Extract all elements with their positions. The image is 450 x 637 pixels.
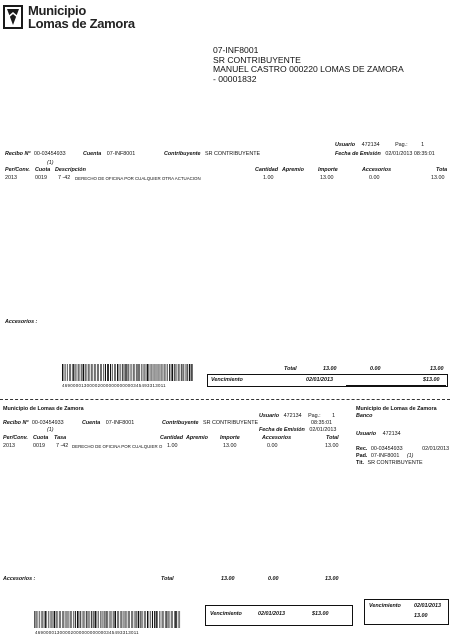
pag-value: 1	[421, 142, 425, 148]
stub-cuenta-value: 07-INF8001	[105, 420, 135, 426]
col-apremio: Apremio	[282, 167, 304, 173]
bank-pad-mark: (1)	[406, 453, 414, 459]
stub-col-cuota: Cuota	[33, 435, 49, 441]
row-per: 2013	[5, 175, 17, 181]
address-block	[213, 46, 404, 84]
row-importe: 13.00	[320, 175, 334, 181]
total-accesorios: 0.00	[370, 366, 381, 372]
stub-total-label: Total	[161, 576, 174, 582]
logo-line-2: Lomas de Zamora	[28, 16, 135, 31]
stub-row-code: 7 -42	[56, 443, 69, 449]
bank-rec-value: 00-03454933	[370, 446, 403, 452]
vencimiento-amount-lower: $13.00	[312, 611, 329, 617]
address-line-4: - 00001832	[213, 73, 257, 84]
address-line-2: SR CONTRIBUYENTE	[213, 54, 301, 65]
contribuyente-value: SR CONTRIBUYENTE	[205, 151, 261, 157]
stub-footnote-mark: (1)	[47, 427, 54, 433]
stub-recibo-value: 00-03454933	[31, 420, 64, 426]
row-code: 7 -42	[58, 175, 71, 181]
stub-row-cuota: 0019	[33, 443, 45, 449]
stub-total-importe: 13.00	[221, 576, 235, 582]
total-total: 13.00	[430, 366, 444, 372]
bank-usuario-label: Usuario	[356, 431, 377, 437]
vencimiento-label-lower: Vencimiento	[210, 611, 242, 617]
recibo-label: Recibo Nº	[5, 151, 31, 157]
stub-row-accesorios: 0.00	[267, 443, 278, 449]
row-descripcion: DERECHO DE OFICINA POR CUALQUIER OTRA ACTUACION	[75, 176, 201, 181]
bank-tit-label: Tit.	[356, 460, 364, 466]
col-descripcion: Descripción	[55, 167, 86, 173]
barcode-lower-icon	[30, 611, 185, 628]
stub-fecha-value: 02/01/2013	[309, 427, 337, 433]
stub-col-cantidad: Cantidad	[160, 435, 184, 441]
accesorios-label: Accesorios :	[5, 319, 38, 325]
col-cuota: Cuota	[35, 167, 51, 173]
stub-usuario-row	[259, 413, 335, 419]
row-accesorios: 0.00	[369, 175, 380, 181]
row-cantidad: 1.00	[263, 175, 274, 181]
col-cantidad: Cantidad	[255, 167, 279, 173]
total-importe: 13.00	[323, 366, 337, 372]
recibo-value: 00-03454933	[33, 151, 66, 157]
stub-col-total: Total	[326, 435, 339, 441]
row-total: 13.00	[431, 175, 445, 181]
stub-usuario-label: Usuario	[259, 413, 280, 419]
stub-recibo-label: Recibo Nº	[3, 420, 29, 426]
stub-cuenta-row	[82, 420, 134, 426]
bank-usuario-row	[356, 431, 401, 437]
barcode-upper-icon	[62, 364, 194, 381]
stub-total-accesorios: 0.00	[268, 576, 279, 582]
stub-row-total: 13.00	[325, 443, 339, 449]
bank-pad-row	[356, 453, 413, 459]
bank-pad-label: Pad.	[356, 453, 368, 459]
contribuyente-row	[164, 151, 260, 157]
cuenta-label: Cuenta	[83, 151, 102, 157]
vencimiento-label-bank: Vencimiento	[369, 603, 401, 609]
stub-fecha-row	[259, 427, 336, 433]
stub-row-per: 2013	[3, 443, 15, 449]
fecha-row	[335, 151, 435, 157]
bank-rec-row	[356, 446, 449, 452]
stub-col-perconv: Per/Conv.	[3, 435, 28, 441]
stub-title: Municipio de Lomas de Zamora	[3, 406, 84, 412]
stub-col-apremio: Apremio	[186, 435, 208, 441]
stub-contribuyente-label: Contribuyente	[162, 420, 199, 426]
stub-pag-value: 1	[332, 413, 336, 419]
stub-hora: 08:35:01	[311, 420, 332, 426]
bank-rec-date: 02/01/2013	[422, 446, 450, 452]
address-line-3: MANUEL CASTRO 000220 LOMAS DE ZAMORA	[213, 64, 404, 75]
col-perconv: Per/Conv.	[5, 167, 30, 173]
bank-usuario-value: 472134	[382, 431, 401, 437]
stub-usuario-value: 472134	[283, 413, 302, 419]
stub-pag-label: Pag.:	[308, 413, 321, 419]
vencimiento-amount-upper: $13.00	[423, 377, 440, 383]
vencimiento-date-bank: 02/01/2013	[414, 603, 441, 609]
stub-cuenta-label: Cuenta	[82, 420, 101, 426]
cut-line	[0, 399, 450, 400]
stub-row-cantidad: 1.00	[167, 443, 178, 449]
recibo-row	[5, 151, 66, 157]
address-line-1: 07-INF8001	[213, 45, 259, 55]
fecha-value: 02/01/2013 08:35:01	[385, 151, 435, 157]
stub-row-descripcion: DERECHO DE OFICINA POR CUALQUIER O	[72, 444, 163, 449]
vencimiento-date-upper: 02/01/2013	[306, 377, 333, 383]
logo-emblem-icon	[3, 5, 23, 29]
col-accesorios: Accesorios	[362, 167, 392, 173]
bank-tit-row	[356, 460, 423, 466]
vencimiento-label-upper: Vencimiento	[211, 377, 243, 383]
bank-title	[356, 406, 437, 420]
total-label: Total	[284, 366, 297, 372]
divider-line	[346, 385, 446, 386]
usuario-value: 472134	[361, 142, 380, 148]
vencimiento-date-lower: 02/01/2013	[258, 611, 285, 617]
cuenta-row	[83, 151, 135, 157]
stub-col-accesorios: Accesorios	[262, 435, 292, 441]
logo-line-1: Municipio	[28, 3, 86, 18]
bank-title-line-1: Municipio de Lomas de Zamora	[356, 406, 437, 412]
footnote-mark: (1)	[47, 160, 54, 166]
stub-contribuyente-value: SR CONTRIBUYENTE	[203, 420, 259, 426]
bank-pad-value: 07-INF8001	[370, 453, 400, 459]
stub-total-total: 13.00	[325, 576, 339, 582]
stub-fecha-label: Fecha de Emisión	[259, 427, 305, 433]
pag-label: Pag.:	[395, 142, 408, 148]
stub-row-importe: 13.00	[223, 443, 237, 449]
stub-col-tasa: Tasa	[54, 435, 67, 441]
cuenta-value: 07-INF8001	[106, 151, 136, 157]
fecha-label: Fecha de Emisión	[335, 151, 381, 157]
stub-accesorios-label: Accesorios :	[3, 576, 36, 582]
vencimiento-amount-bank: 13.00	[414, 613, 428, 619]
stub-col-importe: Importe	[220, 435, 240, 441]
col-total-short: Tota	[436, 167, 448, 173]
stub-contribuyente-row	[162, 420, 258, 426]
col-importe: Importe	[318, 167, 338, 173]
contribuyente-label: Contribuyente	[164, 151, 201, 157]
bank-tit-value: SR CONTRIBUYENTE	[367, 460, 423, 466]
barcode-lower-number: 46900001300002000000000000345493313011	[35, 630, 139, 635]
usuario-label: Usuario	[335, 142, 356, 148]
bank-rec-label: Rec.	[356, 446, 368, 452]
usuario-row	[335, 142, 424, 148]
bank-title-line-2: Banco	[356, 413, 373, 419]
stub-recibo-row	[3, 420, 64, 426]
row-cuota: 0019	[35, 175, 47, 181]
barcode-upper-number: 46900001300002000000000000345493313011	[62, 383, 166, 388]
